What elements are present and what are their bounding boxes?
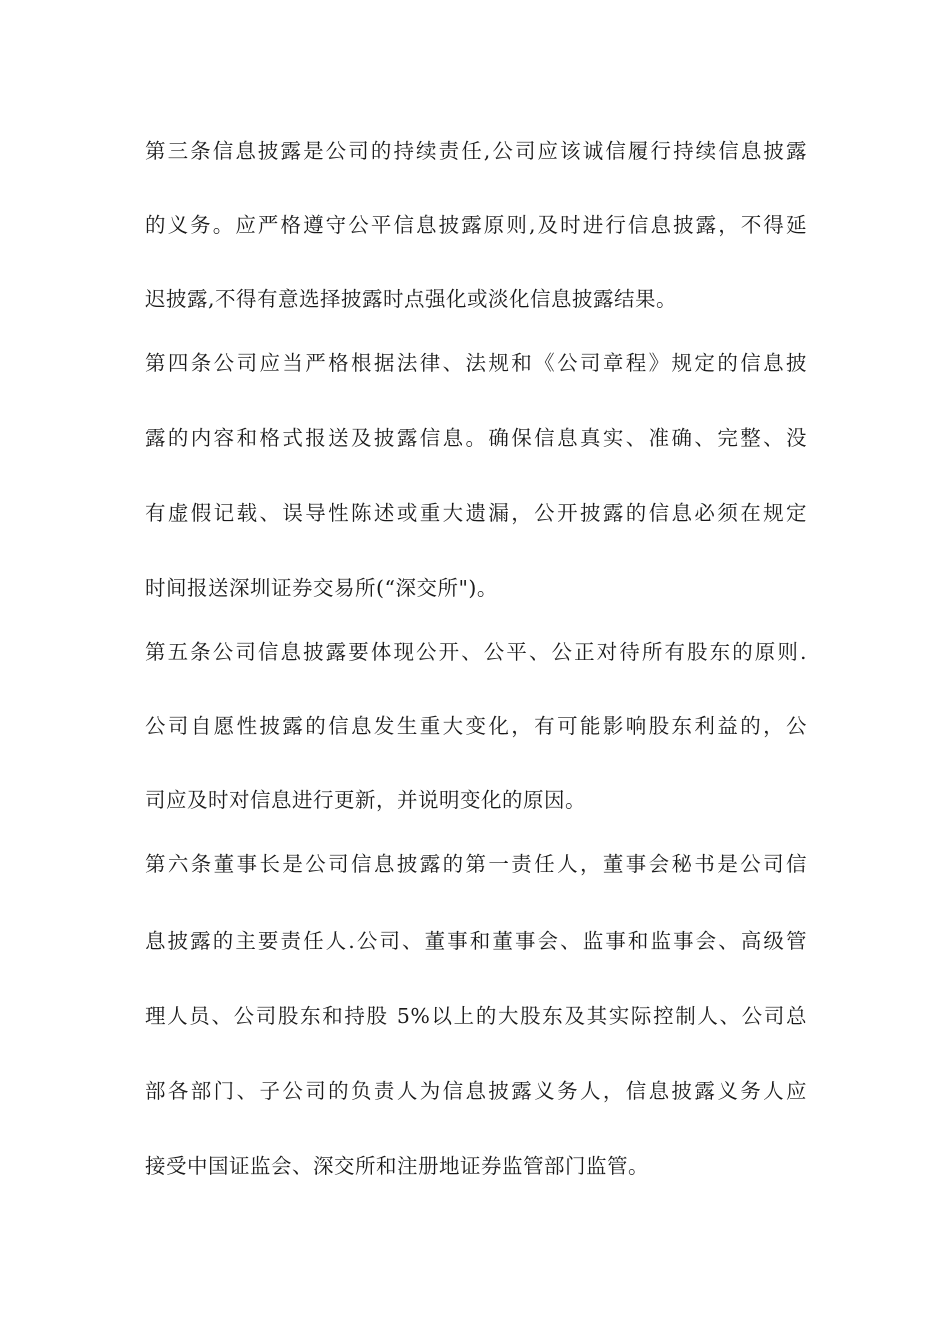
article-4-line-4: 时间报送深圳证券交易所(“深交所")。: [145, 576, 498, 600]
article-6-line-1: 第六条董事长是公司信息披露的第一责任人，董事会秘书是公司信: [145, 852, 807, 876]
article-5-line-2: 公司自愿性披露的信息发生重大变化，有可能影响股东利益的，公: [145, 714, 807, 738]
article-6-line-4: 部各部门、子公司的负责人为信息披露义务人，信息披露义务人应: [145, 1079, 807, 1103]
article-6-line-3: 理人员、公司股东和持股 5%以上的大股东及其实际控制人、公司总: [145, 1004, 807, 1028]
article-3-line-1: 第三条信息披露是公司的持续责任,公司应该诚信履行持续信息披露: [145, 139, 807, 163]
article-6-line-5: 接受中国证监会、深交所和注册地证券监管部门监管。: [145, 1154, 649, 1178]
article-6-line-2: 息披露的主要责任人.公司、董事和董事会、监事和监事会、高级管: [145, 929, 807, 953]
article-5-line-3: 司应及时对信息进行更新，并说明变化的原因。: [145, 788, 586, 812]
article-3-line-3: 迟披露,不得有意选择披露时点强化或淡化信息披露结果。: [145, 287, 678, 311]
article-3-line-2: 的义务。应严格遵守公平信息披露原则,及时进行信息披露，不得延: [145, 213, 807, 237]
article-4-line-3: 有虚假记载、误导性陈述或重大遗漏，公开披露的信息必须在规定: [145, 501, 807, 525]
article-4-line-2: 露的内容和格式报送及披露信息。确保信息真实、准确、完整、没: [145, 426, 807, 450]
article-5-line-1: 第五条公司信息披露要体现公开、公平、公正对待所有股东的原则.: [145, 640, 807, 664]
article-4-line-1: 第四条公司应当严格根据法律、法规和《公司章程》规定的信息披: [145, 351, 807, 375]
